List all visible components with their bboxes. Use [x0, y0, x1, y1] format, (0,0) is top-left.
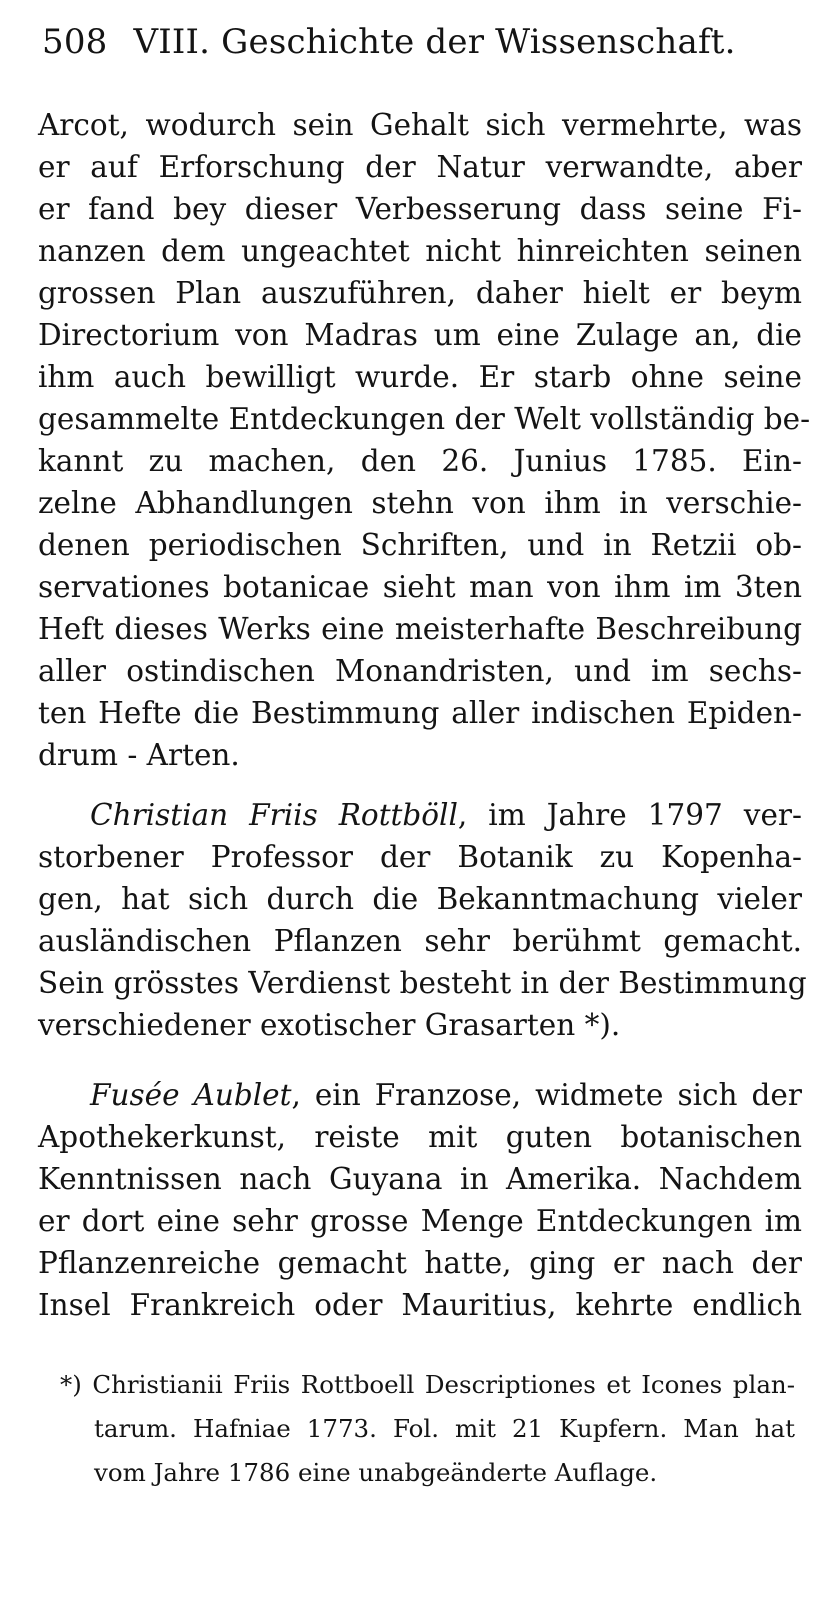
- text-line: Heft dieses Werks eine meisterhafte Beschreibung: [38, 612, 802, 646]
- text-line: Insel Frankreich oder Mauritius, kehrte endlich: [38, 1288, 802, 1322]
- page-header: [42, 22, 736, 62]
- text-line: Fusée Aublet, ein Franzose, widmete sich der: [90, 1078, 802, 1112]
- footnote-line: tarum. Hafniae 1773. Fol. mit 21 Kupfern. Man hat: [94, 1414, 795, 1443]
- text-line: Kenntnissen nach Guyana in Amerika. Nachdem: [38, 1162, 802, 1196]
- footnote-line: vom Jahre 1786 eine unabgeänderte Auflage.: [94, 1458, 658, 1487]
- text-line: gesammelte Entdeckungen der Welt vollständig be-: [38, 402, 811, 436]
- person-name: Fusée Aublet: [90, 1078, 292, 1112]
- text-line: drum - Arten.: [38, 738, 240, 772]
- text-line: er auf Erforschung der Natur verwandte, aber: [38, 150, 802, 184]
- text-line: grossen Plan auszuführen, daher hielt er beym: [38, 276, 802, 310]
- text-line: Christian Friis Rottböll, im Jahre 1797 ver-: [90, 798, 802, 832]
- text-line: ausländischen Pflanzen sehr berühmt gemacht.: [38, 924, 802, 958]
- paragraph-rottboell: [38, 794, 807, 1046]
- text-line: verschiedener exotischer Grasarten *).: [38, 1008, 621, 1042]
- text-line: gen, hat sich durch die Bekanntmachung vieler: [38, 882, 802, 916]
- text-line: Arcot, wodurch sein Gehalt sich vermehrte, was: [38, 108, 802, 142]
- text-line: denen periodischen Schriften, und in Retzii ob-: [38, 528, 802, 562]
- text-line: er dort eine sehr grosse Menge Entdeckungen im: [38, 1204, 802, 1238]
- text-line: kannt zu machen, den 26. Junius 1785. Ein-: [38, 444, 802, 478]
- page-number: 508: [42, 22, 108, 62]
- text-line: ihm auch bewilligt wurde. Er starb ohne seine: [38, 360, 802, 394]
- text-line: zelne Abhandlungen stehn von ihm in verschie-: [38, 486, 802, 520]
- text-line: er fand bey dieser Verbesserung dass seine Fi-: [38, 192, 802, 226]
- text-line: aller ostindischen Monandristen, und im sechs-: [38, 654, 802, 688]
- text-line: ten Hefte die Bestimmung aller indischen Epiden-: [38, 696, 802, 730]
- footnote: [60, 1363, 795, 1495]
- text-line: servationes botanicae sieht man von ihm im 3ten: [38, 570, 802, 604]
- text-line: nanzen dem ungeachtet nicht hinreichten seinen: [38, 234, 802, 268]
- text-line: Apothekerkunst, reiste mit guten botanischen: [38, 1120, 802, 1154]
- running-title: VIII. Geschichte der Wissenschaft.: [133, 22, 736, 62]
- text-line: storbener Professor der Botanik zu Kopenha-: [38, 840, 802, 874]
- text-line: Directorium von Madras um eine Zulage an, die: [38, 318, 802, 352]
- paragraph-arcot: [38, 104, 811, 776]
- person-name: Christian Friis Rottböll: [90, 798, 458, 832]
- text-line: Pflanzenreiche gemacht hatte, ging er nach der: [38, 1246, 802, 1280]
- text-line: Sein grösstes Verdienst besteht in der Bestimmung: [38, 966, 807, 1000]
- paragraph-aublet: [38, 1074, 802, 1326]
- footnote-line: *) Christianii Friis Rottboell Descriptiones et Icones plan-: [60, 1370, 795, 1399]
